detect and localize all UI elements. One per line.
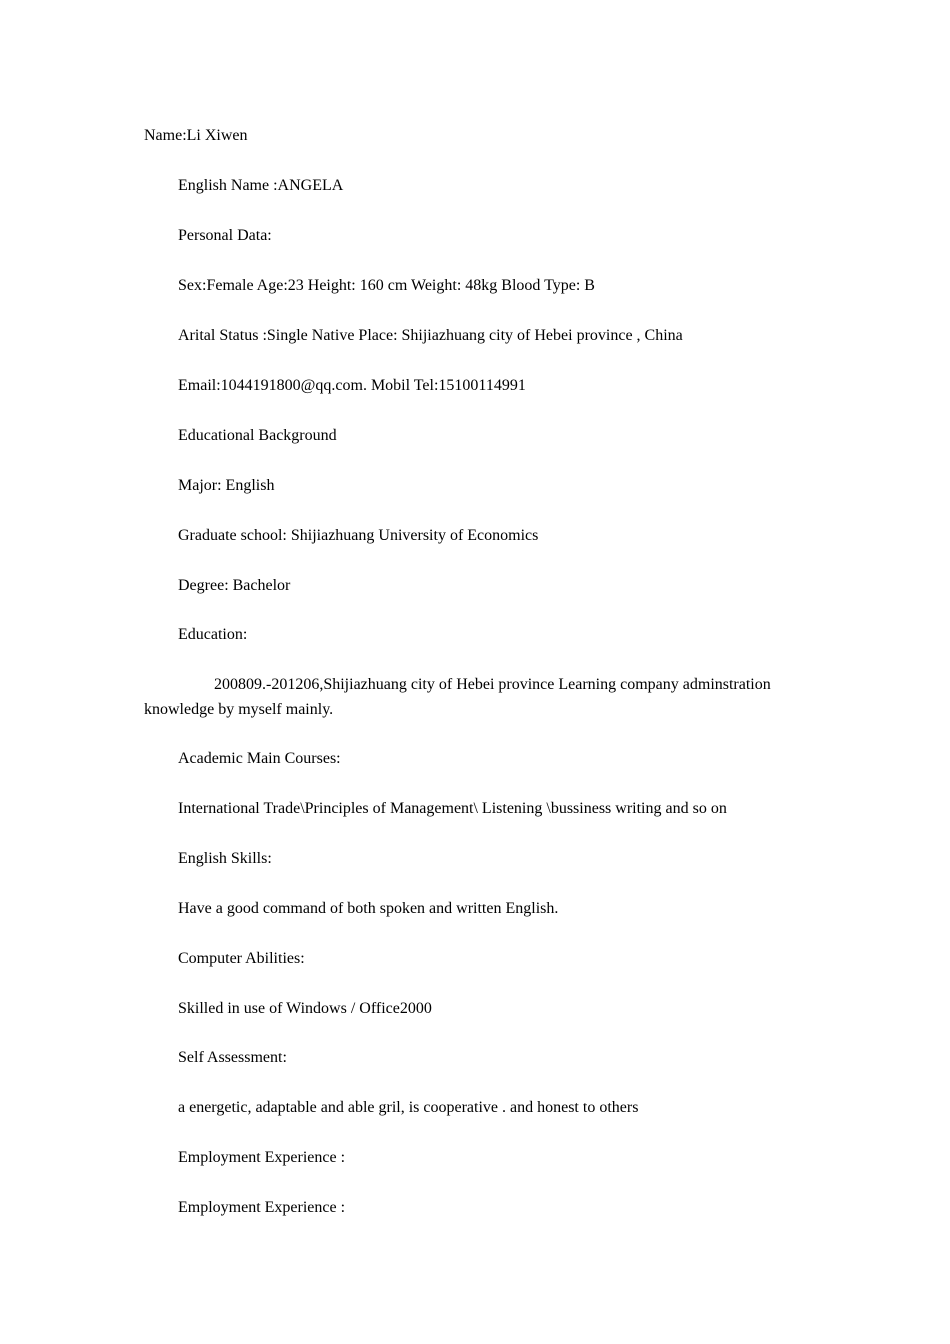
education-entry-line-2: knowledge by myself mainly. bbox=[144, 701, 334, 718]
english-skills-line: Have a good command of both spoken and written English. bbox=[178, 900, 559, 917]
courses-line: International Trade\Principles of Management\ Listening \bussiness writing and so on bbox=[178, 800, 727, 817]
english-skills-heading: English Skills: bbox=[178, 850, 272, 867]
major-line: Major: English bbox=[178, 477, 275, 494]
employment-heading-1: Employment Experience : bbox=[178, 1149, 346, 1166]
personal-data-heading: Personal Data: bbox=[178, 227, 272, 244]
computer-skills-line: Skilled in use of Windows / Office2000 bbox=[178, 1000, 432, 1017]
english-name-line: English Name :ANGELA bbox=[178, 177, 344, 194]
degree-line: Degree: Bachelor bbox=[178, 577, 291, 594]
graduate-school-line: Graduate school: Shijiazhuang University of Economics bbox=[178, 527, 539, 544]
name-line: Name:Li Xiwen bbox=[144, 127, 248, 144]
employment-heading-2: Employment Experience : bbox=[178, 1199, 346, 1216]
personal-stats-line: Sex:Female Age:23 Height: 160 cm Weight: 48kg Blood Type: B bbox=[178, 277, 595, 294]
courses-heading: Academic Main Courses: bbox=[178, 750, 341, 767]
contact-line: Email:1044191800@qq.com. Mobil Tel:15100114991 bbox=[178, 377, 526, 394]
marital-native-line: Arital Status :Single Native Place: Shijiazhuang city of Hebei province , China bbox=[178, 327, 683, 344]
education-background-heading: Educational Background bbox=[178, 427, 337, 444]
education-heading: Education: bbox=[178, 626, 248, 643]
self-assessment-line: a energetic, adaptable and able gril, is cooperative . and honest to others bbox=[178, 1099, 639, 1116]
education-entry-line-1: 200809.-201206,Shijiazhuang city of Hebei province Learning company adminstration bbox=[214, 676, 771, 693]
computer-heading: Computer Abilities: bbox=[178, 950, 305, 967]
self-assessment-heading: Self Assessment: bbox=[178, 1049, 287, 1066]
